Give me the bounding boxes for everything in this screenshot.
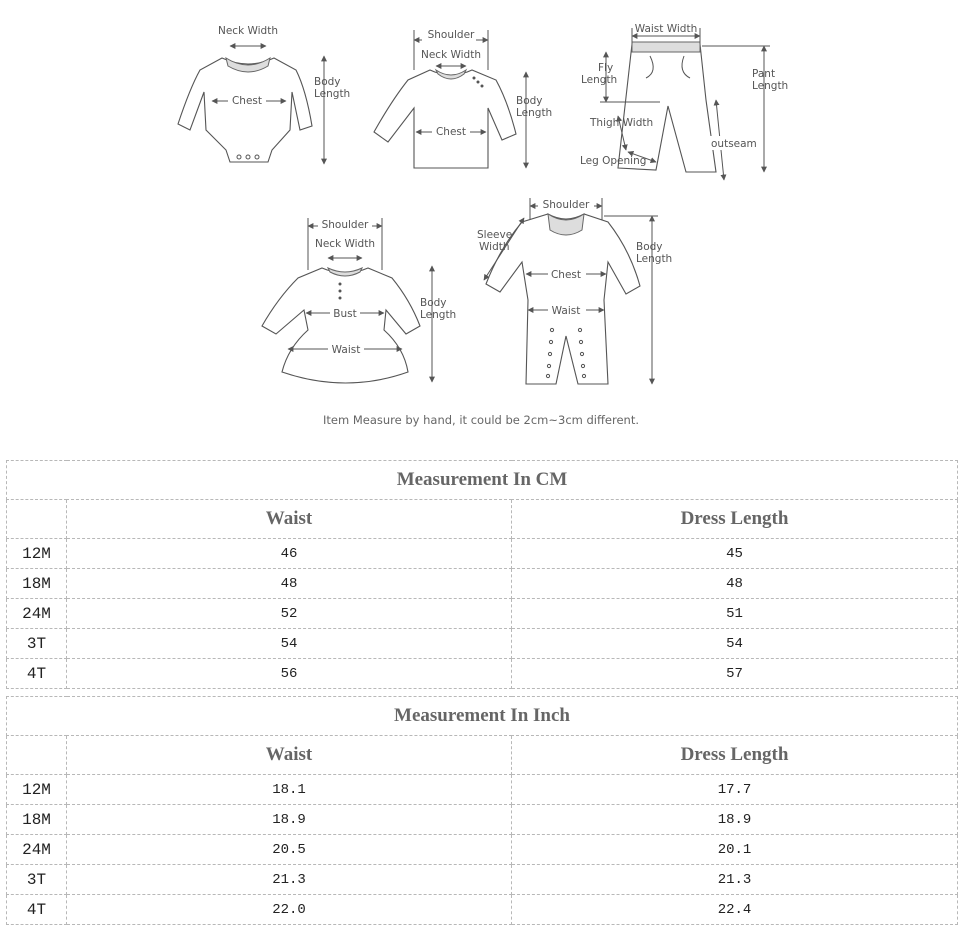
size-cell: 4T — [7, 659, 67, 689]
measurement-diagram — [0, 0, 962, 440]
inch-size-table — [6, 696, 958, 925]
shirt-body-label: Body — [516, 95, 543, 107]
romper-sleeve-label: Sleeve — [477, 229, 513, 241]
dress-shoulder-label: Shoulder — [321, 219, 369, 231]
length-cell: 21.3 — [512, 865, 958, 895]
cm-table-title: Measurement In CM — [7, 461, 958, 500]
size-cell: 24M — [7, 835, 67, 865]
inch-header-waist: Waist — [67, 736, 512, 775]
pants-leg-label: Leg Opening — [580, 155, 647, 167]
pants-diagram — [580, 23, 788, 180]
length-cell: 48 — [512, 569, 958, 599]
table-row — [7, 895, 958, 925]
waist-cell: 22.0 — [67, 895, 512, 925]
table-row — [7, 599, 958, 629]
shirt-shoulder-label: Shoulder — [427, 29, 475, 41]
inch-header-length: Dress Length — [512, 736, 958, 775]
table-row — [7, 569, 958, 599]
romper-body-label: Body — [636, 241, 663, 253]
size-cell: 3T — [7, 865, 67, 895]
pants-pant-length-label: Length — [752, 80, 789, 92]
cm-size-table — [6, 460, 958, 689]
length-cell: 57 — [512, 659, 958, 689]
cm-header-waist: Waist — [67, 500, 512, 539]
pants-outseam-label: outseam — [711, 138, 757, 150]
pants-pant-label: Pant — [752, 68, 776, 80]
romper-diagram — [477, 198, 672, 384]
pants-fly-label: Fly — [598, 62, 614, 74]
waist-cell: 52 — [67, 599, 512, 629]
waist-cell: 54 — [67, 629, 512, 659]
onesie-body-label: Body — [314, 76, 341, 88]
table-row — [7, 835, 958, 865]
waist-cell: 56 — [67, 659, 512, 689]
dress-diagram — [262, 218, 456, 383]
length-cell: 18.9 — [512, 805, 958, 835]
size-cell: 18M — [7, 805, 67, 835]
romper-waist-label: Waist — [551, 305, 581, 317]
romper-shoulder-label: Shoulder — [542, 199, 590, 211]
dress-body-label: Body — [420, 297, 447, 309]
onesie-neck-label: Neck Width — [217, 25, 279, 37]
measure-note: Item Measure by hand, it could be 2cm~3cm different. — [322, 413, 640, 427]
onesie-length-label: Length — [314, 88, 351, 100]
table-row — [7, 629, 958, 659]
shirt-length-label: Length — [516, 107, 553, 119]
inch-table-title: Measurement In Inch — [7, 697, 958, 736]
cm-header-blank — [7, 500, 67, 539]
onesie-diagram — [178, 25, 350, 164]
table-row — [7, 539, 958, 569]
size-cell: 12M — [7, 539, 67, 569]
romper-chest-label: Chest — [550, 269, 582, 281]
length-cell: 20.1 — [512, 835, 958, 865]
waist-cell: 46 — [67, 539, 512, 569]
size-cell: 12M — [7, 775, 67, 805]
table-row — [7, 805, 958, 835]
length-cell: 45 — [512, 539, 958, 569]
shirt-neck-label: Neck Width — [420, 49, 482, 61]
table-row — [7, 775, 958, 805]
size-cell: 18M — [7, 569, 67, 599]
inch-header-blank — [7, 736, 67, 775]
romper-sleeve-width-label: Width — [479, 241, 510, 253]
pants-waist-label: Waist Width — [634, 23, 698, 35]
size-cell: 3T — [7, 629, 67, 659]
length-cell: 17.7 — [512, 775, 958, 805]
waist-cell: 18.9 — [67, 805, 512, 835]
dress-bust-label: Bust — [333, 308, 357, 320]
size-cell: 4T — [7, 895, 67, 925]
table-row — [7, 659, 958, 689]
waist-cell: 20.5 — [67, 835, 512, 865]
onesie-chest-label: Chest — [231, 95, 263, 107]
romper-length-label: Length — [636, 253, 673, 265]
length-cell: 51 — [512, 599, 958, 629]
waist-cell: 21.3 — [67, 865, 512, 895]
pants-fly-length-label: Length — [581, 74, 618, 86]
length-cell: 54 — [512, 629, 958, 659]
dress-neck-label: Neck Width — [314, 238, 376, 250]
waist-cell: 18.1 — [67, 775, 512, 805]
length-cell: 22.4 — [512, 895, 958, 925]
pants-thigh-label: Thigh Width — [590, 117, 654, 129]
dress-waist-label: Waist — [331, 344, 361, 356]
size-cell: 24M — [7, 599, 67, 629]
table-row — [7, 865, 958, 895]
cm-header-length: Dress Length — [512, 500, 958, 539]
waist-cell: 48 — [67, 569, 512, 599]
shirt-diagram — [374, 28, 552, 168]
shirt-chest-label: Chest — [435, 126, 467, 138]
dress-length-label: Length — [420, 309, 457, 321]
